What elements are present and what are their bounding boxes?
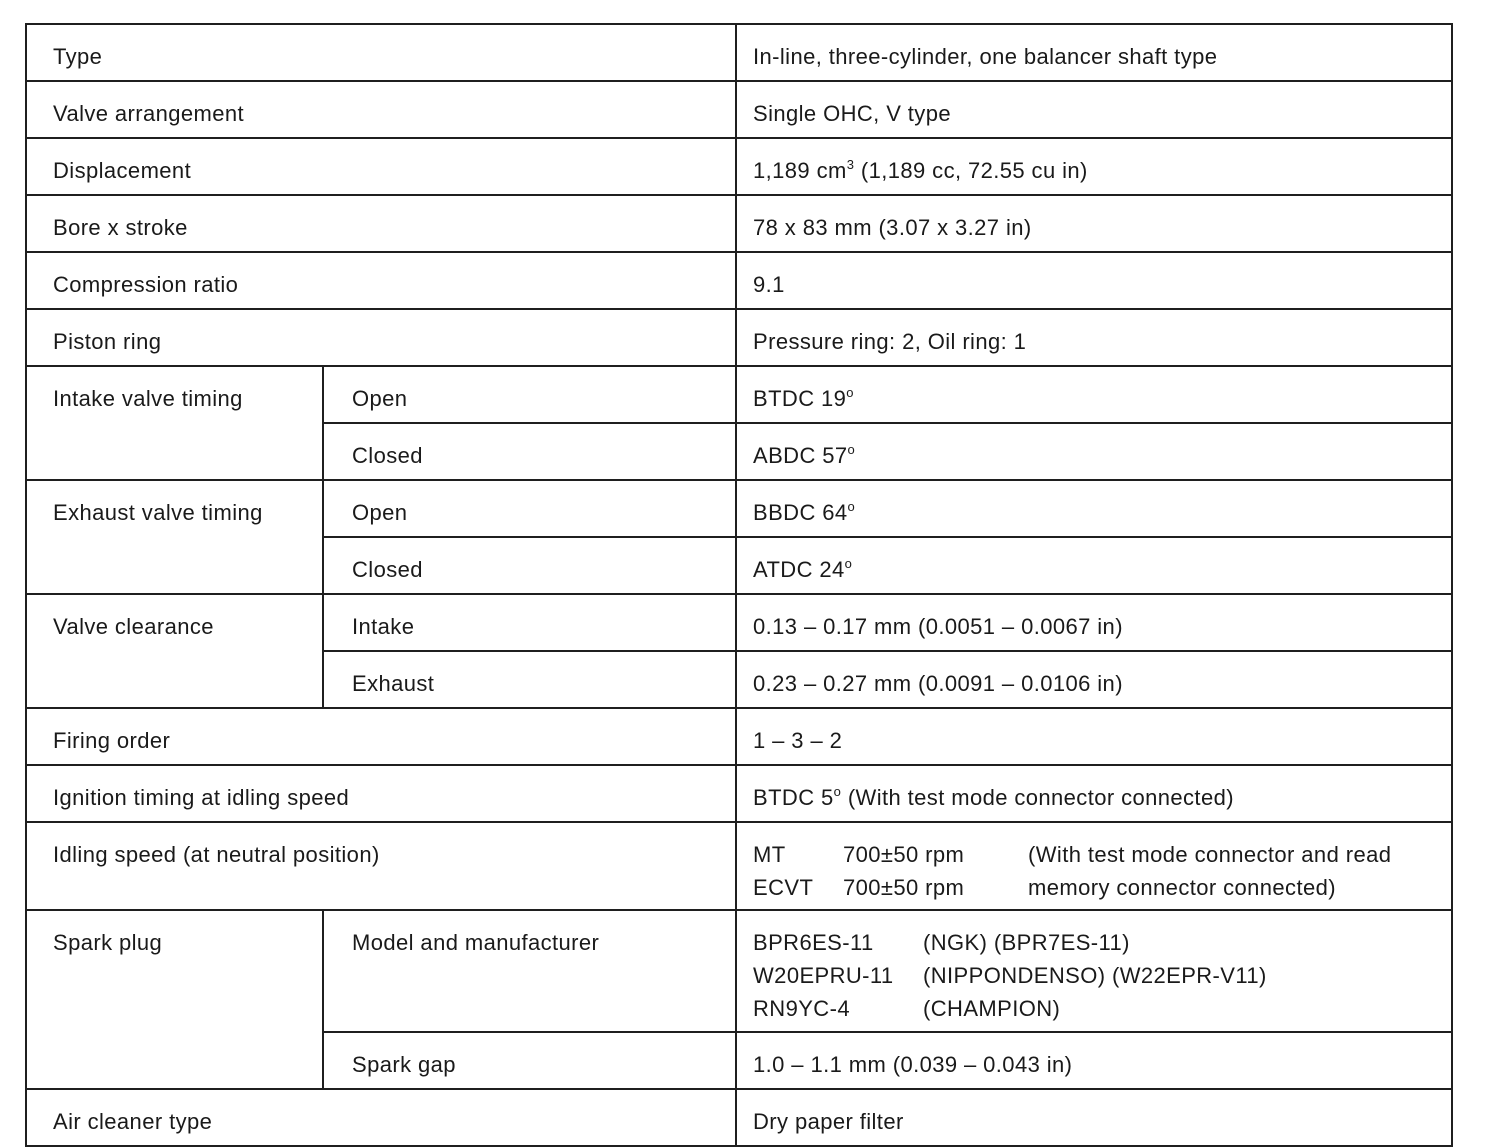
row-idling-speed [26,822,1452,910]
row-piston-ring [26,309,1452,366]
spark-plug-maker: (NIPPONDENSO) (W22EPR-V11) [923,963,1267,988]
intake-open-label: Open [323,366,736,423]
type-value: In-line, three-cylinder, one balancer shaft type [736,24,1452,81]
degree-sign: o [844,556,853,571]
idling-ecvt-note: memory connector connected) [1028,875,1336,900]
spark-plug-label: Spark plug [26,910,323,1089]
spark-plug-line [753,959,1451,992]
air-cleaner-value: Dry paper filter [736,1089,1452,1146]
displacement-value [736,138,1452,195]
degree-sign: o [847,442,856,457]
displacement-label: Displacement [26,138,736,195]
spark-plug-model-lines [753,926,1451,1025]
row-spark-plug-model [26,910,1452,1032]
spark-plug-model: BPR6ES-11 [753,930,874,955]
degree-sign: o [833,784,842,799]
valve-arrangement-label: Valve arrangement [26,81,736,138]
exhaust-closed-label: Closed [323,537,736,594]
spark-gap-label: Spark gap [323,1032,736,1089]
bore-stroke-label: Bore x stroke [26,195,736,252]
spark-plug-model-label: Model and manufacturer [323,910,736,1032]
row-intake-open [26,366,1452,423]
exhaust-open-value [736,480,1452,537]
spark-plug-maker: (NGK) (BPR7ES-11) [923,930,1130,955]
spark-plug-model: W20EPRU-11 [753,963,894,988]
piston-ring-label: Piston ring [26,309,736,366]
intake-closed-label: Closed [323,423,736,480]
idling-mt-line [753,838,1451,871]
spark-gap-value: 1.0 – 1.1 mm (0.039 – 0.043 in) [736,1032,1452,1089]
intake-open-angle: BTDC 19 [753,386,847,411]
type-label: Type [26,24,736,81]
piston-ring-value: Pressure ring: 2, Oil ring: 1 [736,309,1452,366]
clearance-intake-value: 0.13 – 0.17 mm (0.0051 – 0.0067 in) [736,594,1452,651]
idling-mt-note: (With test mode connector and read [1028,842,1392,867]
spark-plug-maker: (CHAMPION) [923,996,1061,1021]
compression-ratio-label: Compression ratio [26,252,736,309]
row-type [26,24,1452,81]
row-valve-arrangement [26,81,1452,138]
idling-ecvt-mode: ECVT [753,875,814,900]
row-bore-stroke [26,195,1452,252]
idling-speed-lines [753,838,1451,904]
ignition-timing-label: Ignition timing at idling speed [26,765,736,822]
intake-closed-value [736,423,1452,480]
ignition-timing-angle: BTDC 5 [753,785,834,810]
engine-spec-table [25,23,1453,1147]
idling-speed-value [736,822,1452,910]
degree-sign: o [846,385,854,400]
intake-valve-timing-label: Intake valve timing [26,366,323,480]
exhaust-open-angle: BBDC 64 [753,500,848,525]
compression-ratio-value: 9.1 [736,252,1452,309]
firing-order-value: 1 – 3 – 2 [736,708,1452,765]
intake-closed-angle: ABDC 57 [753,443,848,468]
degree-sign: o [847,499,856,514]
spark-plug-line [753,926,1451,959]
row-ignition-timing [26,765,1452,822]
idling-speed-label: Idling speed (at neutral position) [26,822,736,910]
intake-open-value [736,366,1452,423]
row-exhaust-open [26,480,1452,537]
exhaust-valve-timing-label: Exhaust valve timing [26,480,323,594]
valve-arrangement-value: Single OHC, V type [736,81,1452,138]
spark-plug-line [753,992,1451,1025]
spark-plug-model: RN9YC-4 [753,996,850,1021]
idling-ecvt-line [753,871,1451,904]
exhaust-open-label: Open [323,480,736,537]
clearance-intake-label: Intake [323,594,736,651]
row-firing-order [26,708,1452,765]
ignition-timing-note: (With test mode connector connected) [847,785,1234,810]
clearance-exhaust-label: Exhaust [323,651,736,708]
exhaust-closed-value [736,537,1452,594]
row-compression-ratio [26,252,1452,309]
idling-mt-mode: MT [753,842,786,867]
row-air-cleaner [26,1089,1452,1146]
displacement-main: 1,189 cm [753,158,847,183]
firing-order-label: Firing order [26,708,736,765]
bore-stroke-value: 78 x 83 mm (3.07 x 3.27 in) [736,195,1452,252]
clearance-exhaust-value: 0.23 – 0.27 mm (0.0091 – 0.0106 in) [736,651,1452,708]
air-cleaner-label: Air cleaner type [26,1089,736,1146]
exhaust-closed-angle: ATDC 24 [753,557,845,582]
idling-mt-rpm: 700±50 rpm [843,842,965,867]
valve-clearance-label: Valve clearance [26,594,323,708]
displacement-superscript: 3 [846,157,855,172]
spark-plug-model-value [736,910,1452,1032]
idling-ecvt-rpm: 700±50 rpm [843,875,965,900]
displacement-rest: (1,189 cc, 72.55 cu in) [860,158,1088,183]
row-valve-clearance-intake [26,594,1452,651]
row-displacement [26,138,1452,195]
ignition-timing-value [736,765,1452,822]
